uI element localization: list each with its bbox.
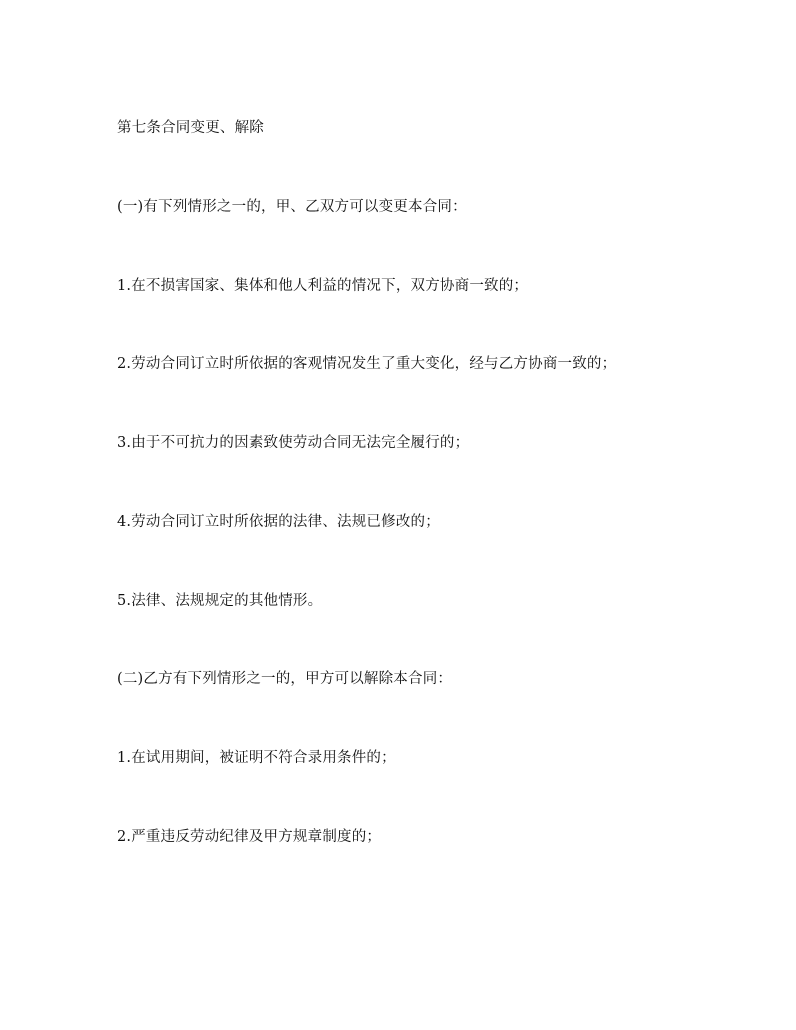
list-item: 4.劳动合同订立时所依据的法律、法规已修改的； (117, 514, 440, 530)
list-item: 2.严重违反劳动纪律及甲方规章制度的； (117, 829, 382, 845)
subsection-heading: (二)乙方有下列情形之一的，甲方可以解除本合同： (117, 671, 453, 687)
section-heading: 第七条合同变更、解除 (117, 120, 264, 136)
list-item: 1.在不损害国家、集体和他人利益的情况下，双方协商一致的； (117, 278, 529, 294)
subsection-heading: (一)有下列情形之一的，甲、乙双方可以变更本合同： (117, 199, 467, 215)
list-item: 1.在试用期间，被证明不符合录用条件的； (117, 750, 396, 766)
list-item: 3.由于不可抗力的因素致使劳动合同无法完全履行的； (117, 435, 470, 451)
list-item: 2.劳动合同订立时所依据的客观情况发生了重大变化，经与乙方协商一致的； (117, 356, 617, 372)
list-item: 5.法律、法规规定的其他情形。 (117, 593, 323, 609)
